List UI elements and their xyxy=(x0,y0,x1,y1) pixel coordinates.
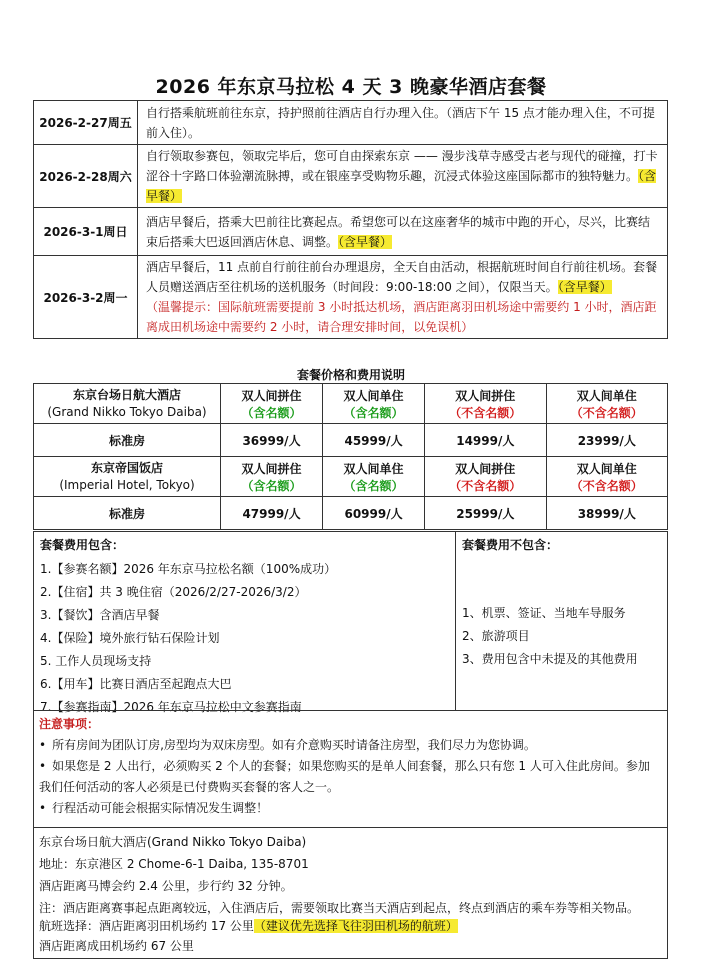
option-cell xyxy=(546,457,667,497)
price-cell: 38999/人 xyxy=(546,497,667,530)
option-tag: （不含名额） xyxy=(570,405,643,420)
list-item: • 如果您是 2 人出行，必须购买 2 个人的套餐；如果您购买的是单人间套餐，那么只有您 1 人可入住此房间。参加我们任何活动的客人必须是已付费购买套餐的客人之一。 xyxy=(39,756,659,798)
option-tag: （不含名额） xyxy=(449,405,522,420)
price-cell: 60999/人 xyxy=(323,497,425,530)
option-label: 双人间拼住 xyxy=(455,461,516,476)
notice-section xyxy=(33,710,668,828)
itinerary-date: 2026-3-1周日 xyxy=(34,208,138,256)
option-tag: （含名额） xyxy=(343,405,404,420)
list-item: 2、旅游项目 xyxy=(462,629,530,643)
option-cell xyxy=(323,457,425,497)
price-cell: 14999/人 xyxy=(425,424,546,457)
list-item: 1.【参赛名额】2026 年东京马拉松名额（100%成功） xyxy=(40,562,337,576)
itinerary-desc: 酒店早餐后，11 点前自行前往前台办理退房，全天自由活动，根据航班时间自行前往机场。套餐人员赠送酒店至往机场的送机服务（时间段：9:00-18:00 之间），仅限当天。 xyxy=(146,260,658,294)
price-row xyxy=(34,497,668,530)
narita-distance: 酒店距离成田机场约 67 公里 xyxy=(39,939,194,953)
breakfast-tag: （含早餐） xyxy=(146,169,657,203)
hotel-name: 东京帝国饭店 xyxy=(90,460,163,475)
option-tag: （含名额） xyxy=(241,478,302,493)
breakfast-tag: （含早餐） xyxy=(338,234,393,249)
includes-panel xyxy=(34,532,456,714)
room-type: 标准房 xyxy=(34,497,221,530)
itinerary-row xyxy=(34,208,668,256)
option-label: 双人间拼住 xyxy=(241,461,302,476)
itinerary-desc: 自行领取参赛包，领取完毕后，您可自由探索东京 —— 漫步浅草寺感受古老与现代的碰撞，打卡涩谷十字路口体验潮流脉搏，或在银座享受购物乐趣，沉浸式体验这座国际都市的独特魅力。 xyxy=(146,149,658,183)
list-item: 1、机票、签证、当地车导服务 xyxy=(462,606,626,620)
list-item: 5. 工作人员现场支持 xyxy=(40,654,152,668)
list-item: 2.【住宿】共 3 晚住宿（2026/2/27-2026/3/2） xyxy=(40,585,307,599)
itinerary-date: 2026-3-2周一 xyxy=(34,256,138,339)
itinerary-date: 2026-2-27周五 xyxy=(34,101,138,145)
option-cell xyxy=(221,457,323,497)
option-label: 双人间单住 xyxy=(576,461,637,476)
airport-tip: （温馨提示：国际航班需要提前 3 小时抵达机场，酒店距离羽田机场途中需要约 1 小时，酒店距离成田机场途中需要约 2 小时，请合理安排时间，以免误机） xyxy=(146,300,657,334)
itinerary-date: 2026-2-28周六 xyxy=(34,145,138,208)
price-table xyxy=(33,383,668,530)
price-cell: 45999/人 xyxy=(323,424,425,457)
haneda-distance: 航班选择：酒店距离羽田机场约 17 公里 xyxy=(39,919,254,933)
excludes-list xyxy=(462,602,638,671)
hotel-name-en: (Imperial Hotel, Tokyo) xyxy=(59,477,195,492)
itinerary-row xyxy=(34,256,668,339)
itinerary-text xyxy=(138,101,668,145)
option-label: 双人间单住 xyxy=(343,388,404,403)
hotel-name: 东京台场日航大酒店 xyxy=(72,387,181,402)
itinerary-text xyxy=(138,208,668,256)
option-label: 双人间单住 xyxy=(343,461,404,476)
hotel-address: 地址：东京港区 2 Chome-6-1 Daiba, 135-8701 xyxy=(39,857,309,871)
includes-title: 套餐费用包含： xyxy=(40,538,125,552)
option-tag: （含名额） xyxy=(343,478,404,493)
list-item: 3、费用包含中未提及的其他费用 xyxy=(462,652,638,666)
itinerary-row xyxy=(34,101,668,145)
hotel-name-cell xyxy=(34,384,221,424)
breakfast-tag: （含早餐） xyxy=(557,280,612,294)
list-item: 4.【保险】境外旅行钻石保险计划 xyxy=(40,631,220,645)
option-cell xyxy=(425,457,546,497)
price-cell: 47999/人 xyxy=(221,497,323,530)
list-item: 7.【参赛指南】2026 年东京马拉松中文参赛指南 xyxy=(40,700,302,714)
price-section-title: 套餐价格和费用说明 xyxy=(296,368,405,382)
room-type: 标准房 xyxy=(34,424,221,457)
includes-list xyxy=(40,558,336,719)
option-cell xyxy=(323,384,425,424)
option-cell xyxy=(221,384,323,424)
price-row xyxy=(34,424,668,457)
transport-note: 注：酒店距离赛事起点距离较远，入住酒店后，需要领取比赛当天酒店到起点，终点到酒店的乘车券等相关物品。 xyxy=(39,901,640,915)
notice-title: 注意事项： xyxy=(39,717,100,731)
option-cell xyxy=(546,384,667,424)
itinerary-desc: 酒店早餐后，搭乘大巴前往比赛起点。希望您可以在这座奢华的城市中跑的开心，尽兴，比赛结束后搭乘大巴返回酒店休息、调整。 xyxy=(146,214,651,249)
option-tag: （含名额） xyxy=(241,405,302,420)
expo-distance: 酒店距离马博会约 2.4 公里，步行约 32 分钟。 xyxy=(39,879,293,893)
list-item: • 所有房间为团队订房,房型均为双床房型。如有介意购买时请备注房型，我们尽力为您协调。 xyxy=(39,735,659,756)
hotel-name-en: (Grand Nikko Tokyo Daiba) xyxy=(47,404,207,419)
notice-list xyxy=(39,735,659,819)
option-label: 双人间拼住 xyxy=(455,388,516,403)
hotel-header-row xyxy=(34,457,668,497)
option-tag: （不含名额） xyxy=(449,478,522,493)
fee-section xyxy=(33,531,668,714)
option-cell xyxy=(425,384,546,424)
airport-tip: （建议优先选择飞往羽田机场的航班） xyxy=(253,919,458,933)
price-cell: 36999/人 xyxy=(221,424,323,457)
page-title: 2026 年东京马拉松 4 天 3 晚豪华酒店套餐 xyxy=(155,76,547,98)
hotel-header-row xyxy=(34,384,668,424)
option-tag: （不含名额） xyxy=(570,478,643,493)
price-cell: 25999/人 xyxy=(425,497,546,530)
itinerary-text xyxy=(138,145,668,208)
itinerary-row xyxy=(34,145,668,208)
price-cell: 23999/人 xyxy=(546,424,667,457)
itinerary-text xyxy=(138,256,668,339)
excludes-title: 套餐费用不包含： xyxy=(462,538,559,552)
list-item: • 行程活动可能会根据实际情况发生调整！ xyxy=(39,798,659,819)
list-item: 3.【餐饮】含酒店早餐 xyxy=(40,608,160,622)
itinerary-desc: 自行搭乘航班前往东京，持护照前往酒店自行办理入住。（酒店下午 15 点才能办理入住，不可提前入住）。 xyxy=(146,105,655,140)
hotel-name-cell xyxy=(34,457,221,497)
airport-choice xyxy=(39,917,458,934)
option-label: 双人间拼住 xyxy=(241,388,302,403)
list-item: 6.【用车】比赛日酒店至起跑点大巴 xyxy=(40,677,232,691)
itinerary-table xyxy=(33,100,668,339)
hotel-name: 东京台场日航大酒店(Grand Nikko Tokyo Daiba) xyxy=(39,835,307,849)
address-section xyxy=(33,827,668,959)
option-label: 双人间单住 xyxy=(576,388,637,403)
